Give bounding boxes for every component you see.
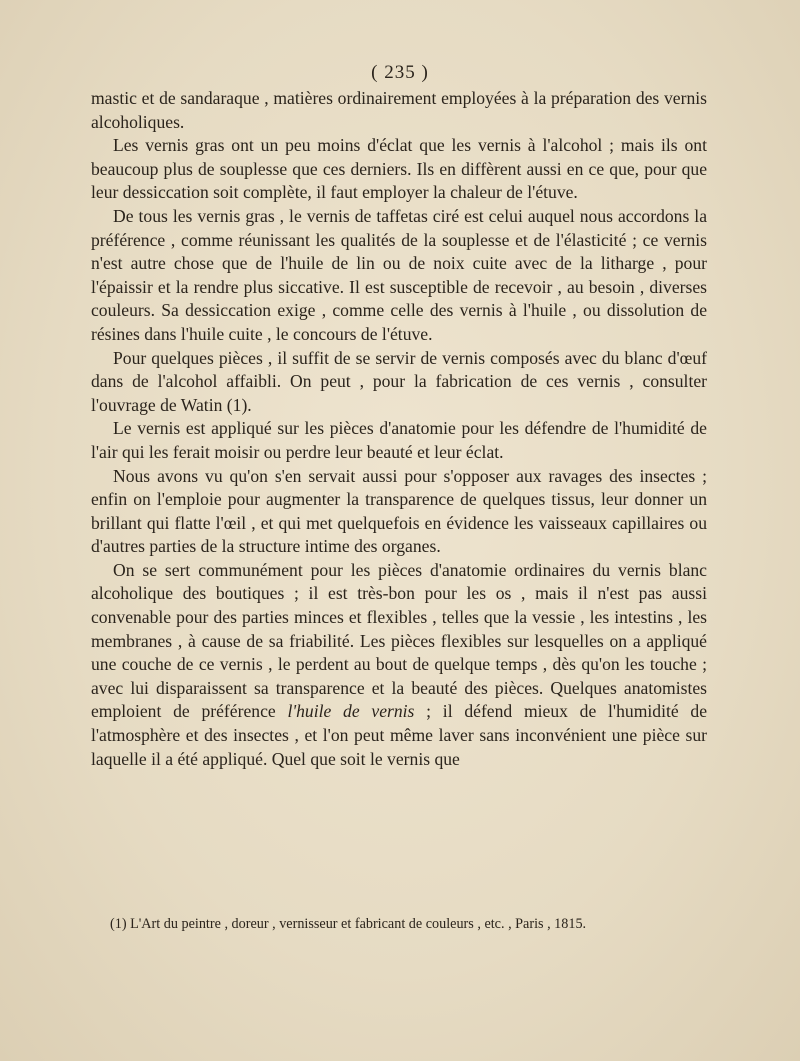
footnote: (1) L'Art du peintre , doreur , vernisseur et fabricant de couleurs , etc. , Paris , 1815. (110, 916, 587, 932)
paragraph-7-end: ; il défend mieux de l'humidité de l'atmosphère et des insectes , et l'on peut même laver sans inconvénient une pièce sur laquelle il a été appliqué. Quel que soit le vernis que (91, 701, 708, 769)
page-number: ( 235 ) (371, 62, 429, 83)
paragraph-2: Les vernis gras ont un peu moins d'éclat que les vernis à l'alcohol ; mais ils ont beaucoup plus de souplesse que ces derniers. Ils en diffèrent aussi en ce que, pour que leur dessiccation soit complète, il faut employer la chaleur de l'étuve. (91, 135, 707, 203)
paragraph-7-italic: l'huile de vernis (287, 701, 415, 722)
paragraph-7 (91, 559, 707, 771)
paragraph-7-start: On se sert communément pour les pièces d'anatomie ordinaires du vernis blanc alcoholique des boutiques ; il est très-bon pour les os , mais il n'est pas aussi convenable pour des parties minces et flexibles , telles que la vessie , les intestins , les membranes , à cause de sa friabilité. Les pièces flexibles sur lesquelles on a appliqué une couche de ce vernis , le perdent au bout de quelque temps , dès qu'on les touche ; avec lui disparaissent sa transparence et la beauté des pièces. Quelques anatomistes emploient de préférence (91, 559, 707, 722)
paragraph-6: Nous avons vu qu'on s'en servait aussi pour s'opposer aux ravages des insectes ; enfin on l'emploie pour augmenter la transparence de quelques tissus, leur donner un brillant qui flatte l'œil , et qui met quelquefois en évidence les vaisseaux capillaires ou d'autres parties de la structure intime des organes. (91, 465, 707, 557)
paragraph-3: De tous les vernis gras , le vernis de taffetas ciré est celui auquel nous accordons la préférence , comme réunissant les qualités de la souplesse et de l'élasticité ; ce vernis n'est autre chose que de l'huile de lin ou de noix cuite avec de la litharge , pour l'épaissir et la rendre plus siccative. Il est susceptible de recevoir , au besoin , diverses couleurs. Sa dessiccation exige , comme celle des vernis à l'huile , ou dissolution de résines dans l'huile cuite , le concours de l'étuve. (91, 205, 707, 344)
paragraph-4: Pour quelques pièces , il suffit de se servir de vernis composés avec du blanc d'œuf dans de l'alcohol affaibli. On peut , pour la fabrication de ces vernis , consulter l'ouvrage de Watin (1). (91, 347, 707, 415)
body-text (91, 87, 707, 771)
paragraph-5: Le vernis est appliqué sur les pièces d'anatomie pour les défendre de l'humidité de l'air qui les ferait moisir ou perdre leur beauté et leur éclat. (91, 418, 707, 462)
paragraph-1: mastic et de sandaraque , matières ordinairement employées à la préparation des vernis alcoholiques. (91, 88, 707, 132)
